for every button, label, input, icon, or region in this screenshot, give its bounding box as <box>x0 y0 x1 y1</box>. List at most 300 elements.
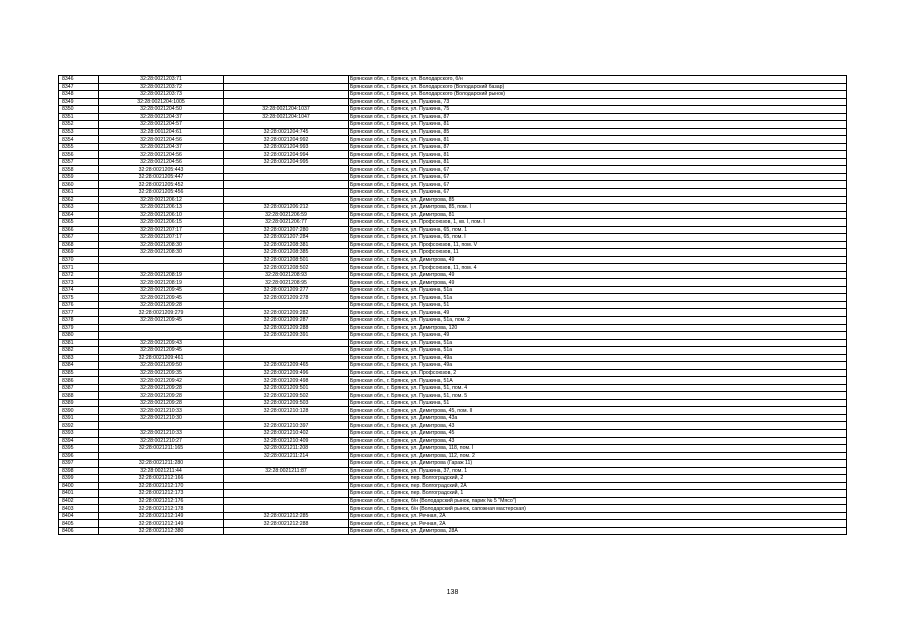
building-cadastral-number-cell <box>224 475 349 483</box>
address-cell: Брянская обл., г. Брянск, ул. Пушкина, 49а <box>349 354 847 362</box>
building-cadastral-number-cell: 32:28:0021210:409 <box>224 437 349 445</box>
table-row <box>59 279 847 287</box>
address-cell: Брянская обл., г. Брянск, ул. Димитрова, 120 <box>349 324 847 332</box>
table-row <box>59 204 847 212</box>
table-row <box>59 219 847 227</box>
row-number-cell: 8399 <box>59 475 99 483</box>
building-cadastral-number-cell <box>224 490 349 498</box>
building-cadastral-number-cell: 32:28:0021208:381 <box>224 241 349 249</box>
row-number-cell: 8381 <box>59 339 99 347</box>
row-number-cell: 8355 <box>59 143 99 151</box>
table-row <box>59 377 847 385</box>
land-cadastral-number-cell: 32:28:0021209:28 <box>99 392 224 400</box>
table-row <box>59 347 847 355</box>
address-cell: Брянская обл., г. Брянск, ул. Пушкина, 87 <box>349 143 847 151</box>
land-cadastral-number-cell: 32:28:0021205:456 <box>99 188 224 196</box>
building-cadastral-number-cell: 32:28:0021204:1047 <box>224 113 349 121</box>
building-cadastral-number-cell <box>224 482 349 490</box>
land-cadastral-number-cell: 32:28:0021211:44 <box>99 467 224 475</box>
table-row <box>59 98 847 106</box>
land-cadastral-number-cell: 32:28:0021209:45 <box>99 317 224 325</box>
address-cell: Брянская обл., г. Брянск, ул. Димитрова, 45, пом. II <box>349 407 847 415</box>
table-row <box>59 407 847 415</box>
table-row <box>59 241 847 249</box>
land-cadastral-number-cell: 32:28:0021210:33 <box>99 407 224 415</box>
table-row <box>59 429 847 437</box>
address-cell: Брянская обл., г. Брянск, ул. Димитрова, 49 <box>349 279 847 287</box>
table-row <box>59 505 847 513</box>
land-cadastral-number-cell: 32:28:0021211:165 <box>99 445 224 453</box>
address-cell: Брянская обл., г. Брянск, ул. Димитрова, 112, пом. 2 <box>349 452 847 460</box>
table-row <box>59 294 847 302</box>
land-cadastral-number-cell: 32:28:0021209:28 <box>99 301 224 309</box>
address-cell: Брянская обл., г. Брянск, б/н (Володарский рынок, парик № 5 "Мясо") <box>349 497 847 505</box>
address-cell: Брянская обл., г. Брянск, ул. Пушкина, 51а <box>349 347 847 355</box>
row-number-cell: 8353 <box>59 128 99 136</box>
land-cadastral-number-cell: 32:28:0021212:170 <box>99 482 224 490</box>
land-cadastral-number-cell: 32:28:0021203:73 <box>99 91 224 99</box>
land-cadastral-number-cell: 32:28:0021212:173 <box>99 490 224 498</box>
land-cadastral-number-cell: 32:28:0021209:50 <box>99 362 224 370</box>
row-number-cell: 8352 <box>59 121 99 129</box>
row-number-cell: 8374 <box>59 286 99 294</box>
address-cell: Брянская обл., г. Брянск, ул. Пушкина, 67 <box>349 181 847 189</box>
address-cell: Брянская обл., г. Брянск, ул. Димитрова, 43 <box>349 422 847 430</box>
row-number-cell: 8362 <box>59 196 99 204</box>
building-cadastral-number-cell <box>224 121 349 129</box>
table-row <box>59 467 847 475</box>
row-number-cell: 8370 <box>59 256 99 264</box>
land-cadastral-number-cell: 32:28:0021211:280 <box>99 460 224 468</box>
address-cell: Брянская обл., г. Брянск, пер. Волгоградский, 1 <box>349 490 847 498</box>
building-cadastral-number-cell: 32:28:0021211:208 <box>224 445 349 453</box>
table-row <box>59 196 847 204</box>
building-cadastral-number-cell: 32:28:0021204:994 <box>224 151 349 159</box>
row-number-cell: 8358 <box>59 166 99 174</box>
land-cadastral-number-cell: 32:28:0021204:56 <box>99 158 224 166</box>
row-number-cell: 8363 <box>59 204 99 212</box>
row-number-cell: 8385 <box>59 369 99 377</box>
table-row <box>59 181 847 189</box>
row-number-cell: 8359 <box>59 173 99 181</box>
table-row <box>59 475 847 483</box>
address-cell: Брянская обл., г. Брянск, ул. Димитрова, 85, пом. I <box>349 204 847 212</box>
land-cadastral-number-cell: 32:28:0021206:10 <box>99 211 224 219</box>
row-number-cell: 8364 <box>59 211 99 219</box>
land-cadastral-number-cell <box>99 452 224 460</box>
land-cadastral-number-cell: 32:28:0021206:13 <box>99 204 224 212</box>
row-number-cell: 8391 <box>59 414 99 422</box>
address-cell: Брянская обл., г. Брянск, ул. Володарского, б/н <box>349 76 847 84</box>
land-cadastral-number-cell: 32:28:0021206:12 <box>99 196 224 204</box>
building-cadastral-number-cell <box>224 166 349 174</box>
address-cell: Брянская обл., г. Брянск, ул. Пушкина, 67 <box>349 173 847 181</box>
building-cadastral-number-cell: 32:28:0021209:496 <box>224 369 349 377</box>
address-cell: Брянская обл., г. Брянск, ул. Речная, 2А <box>349 512 847 520</box>
building-cadastral-number-cell: 32:28:0021209:498 <box>224 377 349 385</box>
address-cell: Брянская обл., г. Брянск, ул. Пушкина, 65, пом. I <box>349 234 847 242</box>
table-row <box>59 143 847 151</box>
address-cell: Брянская обл., г. Брянск, ул. Пушкина, 73 <box>349 98 847 106</box>
building-cadastral-number-cell <box>224 91 349 99</box>
building-cadastral-number-cell <box>224 347 349 355</box>
row-number-cell: 8351 <box>59 113 99 121</box>
building-cadastral-number-cell <box>224 354 349 362</box>
land-cadastral-number-cell: 32:28:0021212:178 <box>99 505 224 513</box>
land-cadastral-number-cell: 32:28:0021204:37 <box>99 143 224 151</box>
building-cadastral-number-cell <box>224 83 349 91</box>
row-number-cell: 8382 <box>59 347 99 355</box>
row-number-cell: 8389 <box>59 399 99 407</box>
land-cadastral-number-cell: 32:28:0021210:27 <box>99 437 224 445</box>
table-row <box>59 369 847 377</box>
building-cadastral-number-cell: 32:28:0021209:287 <box>224 317 349 325</box>
table-row <box>59 497 847 505</box>
land-cadastral-number-cell: 32:28:0021205:447 <box>99 173 224 181</box>
row-number-cell: 8347 <box>59 83 99 91</box>
building-cadastral-number-cell <box>224 505 349 513</box>
building-cadastral-number-cell: 32:28:0021209:503 <box>224 399 349 407</box>
table-row <box>59 332 847 340</box>
cadastral-register-table <box>58 75 847 535</box>
building-cadastral-number-cell: 32:28:0021212:288 <box>224 520 349 528</box>
table-row <box>59 384 847 392</box>
address-cell: Брянская обл., г. Брянск, ул. Пушкина, 65, пом. 1 <box>349 226 847 234</box>
row-number-cell: 8403 <box>59 505 99 513</box>
building-cadastral-number-cell: 32:28:0021211:214 <box>224 452 349 460</box>
table-row <box>59 301 847 309</box>
row-number-cell: 8361 <box>59 188 99 196</box>
land-cadastral-number-cell <box>99 264 224 272</box>
building-cadastral-number-cell: 32:28:0021209:282 <box>224 309 349 317</box>
row-number-cell: 8368 <box>59 241 99 249</box>
land-cadastral-number-cell: 32:28:0011204:61 <box>99 128 224 136</box>
table-row <box>59 158 847 166</box>
building-cadastral-number-cell: 32:28:0021204:745 <box>224 128 349 136</box>
address-cell: Брянская обл., г. Брянск, ул. Пушкина, 51а, пом. 2 <box>349 317 847 325</box>
land-cadastral-number-cell: 32:28:0021204:1005 <box>99 98 224 106</box>
land-cadastral-number-cell: 32:28:0021206:15 <box>99 219 224 227</box>
building-cadastral-number-cell: 32:28:0021208:385 <box>224 249 349 257</box>
row-number-cell: 8388 <box>59 392 99 400</box>
address-cell: Брянская обл., г. Брянск, ул. Речная, 2А <box>349 520 847 528</box>
address-cell: Брянская обл., г. Брянск, ул. Пушкина, 51, пом. 4 <box>349 384 847 392</box>
land-cadastral-number-cell: 32:28:0021208:19 <box>99 279 224 287</box>
table-row <box>59 188 847 196</box>
address-cell: Брянская обл., г. Брянск, ул. Профсоюзов, 2 <box>349 369 847 377</box>
row-number-cell: 8405 <box>59 520 99 528</box>
row-number-cell: 8402 <box>59 497 99 505</box>
land-cadastral-number-cell: 32:28:0021209:45 <box>99 286 224 294</box>
row-number-cell: 8394 <box>59 437 99 445</box>
land-cadastral-number-cell: 32:28:0021208:30 <box>99 241 224 249</box>
land-cadastral-number-cell: 32:28:0021209:461 <box>99 354 224 362</box>
address-cell: Брянская обл., г. Брянск, ул. Пушкина, 51А <box>349 377 847 385</box>
address-cell: Брянская обл., г. Брянск, ул. Димитрова, 28А <box>349 527 847 535</box>
land-cadastral-number-cell: 32:28:0021209:45 <box>99 347 224 355</box>
building-cadastral-number-cell: 32:28:0021206:59 <box>224 211 349 219</box>
building-cadastral-number-cell: 32:28:0021209:465 <box>224 362 349 370</box>
address-cell: Брянская обл., г. Брянск, ул. Димитрова (Гараж 11) <box>349 460 847 468</box>
row-number-cell: 8383 <box>59 354 99 362</box>
building-cadastral-number-cell: 32:28:0021208:501 <box>224 256 349 264</box>
land-cadastral-number-cell: 32:28:0021209:28 <box>99 384 224 392</box>
address-cell: Брянская обл., г. Брянск, ул. Димитрова, 85 <box>349 196 847 204</box>
land-cadastral-number-cell: 32:28:0021212:176 <box>99 497 224 505</box>
row-number-cell: 8398 <box>59 467 99 475</box>
building-cadastral-number-cell: 32:28:0021212:285 <box>224 512 349 520</box>
row-number-cell: 8366 <box>59 226 99 234</box>
building-cadastral-number-cell <box>224 301 349 309</box>
address-cell: Брянская обл., г. Брянск, ул. Пушкина, 51, пом. 5 <box>349 392 847 400</box>
building-cadastral-number-cell: 32:28:0021204:993 <box>224 143 349 151</box>
building-cadastral-number-cell: 32:28:0021211:87 <box>224 467 349 475</box>
address-cell: Брянская обл., г. Брянск, ул. Пушкина, 49а <box>349 362 847 370</box>
row-number-cell: 8395 <box>59 445 99 453</box>
table-row <box>59 256 847 264</box>
land-cadastral-number-cell: 32:28:0021207:17 <box>99 234 224 242</box>
address-cell: Брянская обл., г. Брянск, ул. Пушкина, 81 <box>349 151 847 159</box>
row-number-cell: 8367 <box>59 234 99 242</box>
land-cadastral-number-cell: 32:28:0021204:50 <box>99 106 224 114</box>
building-cadastral-number-cell <box>224 196 349 204</box>
land-cadastral-number-cell: 32:28:0021209:45 <box>99 294 224 302</box>
address-cell: Брянская обл., г. Брянск, ул. Пушкина, 51а <box>349 286 847 294</box>
building-cadastral-number-cell <box>224 181 349 189</box>
row-number-cell: 8365 <box>59 219 99 227</box>
table-row <box>59 482 847 490</box>
row-number-cell: 8404 <box>59 512 99 520</box>
row-number-cell: 8349 <box>59 98 99 106</box>
row-number-cell: 8346 <box>59 76 99 84</box>
land-cadastral-number-cell: 32:28:0021207:17 <box>99 226 224 234</box>
table-row <box>59 234 847 242</box>
building-cadastral-number-cell <box>224 339 349 347</box>
address-cell: Брянская обл., г. Брянск, ул. Пушкина, 85 <box>349 128 847 136</box>
building-cadastral-number-cell: 32:28:0021208:95 <box>224 279 349 287</box>
land-cadastral-number-cell: 32:28:0021209:43 <box>99 339 224 347</box>
address-cell: Брянская обл., г. Брянск, ул. Пушкина, 75 <box>349 106 847 114</box>
address-cell: Брянская обл., г. Брянск, ул. Пушкина, 81 <box>349 121 847 129</box>
table-body <box>59 76 847 535</box>
address-cell: Брянская обл., г. Брянск, ул. Пушкина, 67 <box>349 188 847 196</box>
address-cell: Брянская обл., г. Брянск, ул. Димитрова, 43а <box>349 414 847 422</box>
address-cell: Брянская обл., г. Брянск, ул. Пушкина, 87 <box>349 113 847 121</box>
land-cadastral-number-cell: 32:28:0021205:452 <box>99 181 224 189</box>
land-cadastral-number-cell: 32:28:0021204:57 <box>99 121 224 129</box>
row-number-cell: 8371 <box>59 264 99 272</box>
row-number-cell: 8354 <box>59 136 99 144</box>
building-cadastral-number-cell: 32:28:0021206:212 <box>224 204 349 212</box>
address-cell: Брянская обл., г. Брянск, ул. Пушкина, 51а <box>349 339 847 347</box>
building-cadastral-number-cell <box>224 414 349 422</box>
row-number-cell: 8390 <box>59 407 99 415</box>
table-row <box>59 392 847 400</box>
row-number-cell: 8372 <box>59 271 99 279</box>
land-cadastral-number-cell: 32:28:0021212:149 <box>99 520 224 528</box>
building-cadastral-number-cell: 32:28:0021206:77 <box>224 219 349 227</box>
row-number-cell: 8350 <box>59 106 99 114</box>
building-cadastral-number-cell <box>224 188 349 196</box>
building-cadastral-number-cell: 32:28:0021209:277 <box>224 286 349 294</box>
building-cadastral-number-cell: 32:28:0021210:128 <box>224 407 349 415</box>
row-number-cell: 8376 <box>59 301 99 309</box>
land-cadastral-number-cell: 32:28:0021210:33 <box>99 429 224 437</box>
land-cadastral-number-cell: 32:28:0021204:56 <box>99 151 224 159</box>
address-cell: Брянская обл., г. Брянск, ул. Димитрова, 45 <box>349 429 847 437</box>
building-cadastral-number-cell: 32:28:0021207:284 <box>224 234 349 242</box>
building-cadastral-number-cell <box>224 76 349 84</box>
table-row <box>59 249 847 257</box>
building-cadastral-number-cell <box>224 527 349 535</box>
table-row <box>59 324 847 332</box>
land-cadastral-number-cell: 32:28:0021209:28 <box>99 399 224 407</box>
building-cadastral-number-cell: 32:28:0021204:995 <box>224 158 349 166</box>
table-row <box>59 173 847 181</box>
building-cadastral-number-cell <box>224 497 349 505</box>
address-cell: Брянская обл., г. Брянск, б/н (Володарский рынок, сапожная мастерская) <box>349 505 847 513</box>
row-number-cell: 8356 <box>59 151 99 159</box>
row-number-cell: 8393 <box>59 429 99 437</box>
address-cell: Брянская обл., г. Брянск, ул. Пушкина, 51 <box>349 301 847 309</box>
table-row <box>59 166 847 174</box>
land-cadastral-number-cell: 32:28:0021205:443 <box>99 166 224 174</box>
row-number-cell: 8375 <box>59 294 99 302</box>
address-cell: Брянская обл., г. Брянск, ул. Димитрова, 81 <box>349 211 847 219</box>
address-cell: Брянская обл., г. Брянск, ул. Профсоюзов, 11, пом. V <box>349 241 847 249</box>
building-cadastral-number-cell: 32:28:0021204:992 <box>224 136 349 144</box>
table-row <box>59 91 847 99</box>
building-cadastral-number-cell: 32:28:0021209:278 <box>224 294 349 302</box>
land-cadastral-number-cell: 32:28:0021203:71 <box>99 76 224 84</box>
address-cell: Брянская обл., г. Брянск, ул. Профсоюзов, 11, пом. 4 <box>349 264 847 272</box>
building-cadastral-number-cell: 32:28:0021209:391 <box>224 332 349 340</box>
address-cell: Брянская обл., г. Брянск, ул. Димитрова, 43 <box>349 437 847 445</box>
address-cell: Брянская обл., г. Брянск, ул. Профсоюзов, 1, кв. I, пом. I <box>349 219 847 227</box>
address-cell: Брянская обл., г. Брянск, ул. Пушкина, 81 <box>349 158 847 166</box>
table-row <box>59 317 847 325</box>
row-number-cell: 8373 <box>59 279 99 287</box>
table-row <box>59 151 847 159</box>
table-row <box>59 354 847 362</box>
row-number-cell: 8384 <box>59 362 99 370</box>
table-row <box>59 414 847 422</box>
table-row <box>59 121 847 129</box>
table-row <box>59 422 847 430</box>
row-number-cell: 8379 <box>59 324 99 332</box>
building-cadastral-number-cell: 32:28:0021210:402 <box>224 429 349 437</box>
land-cadastral-number-cell: 32:28:0021208:30 <box>99 249 224 257</box>
address-cell: Брянская обл., г. Брянск, ул. Пушкина, 37, пом. 1 <box>349 467 847 475</box>
address-cell: Брянская обл., г. Брянск, ул. Володарского (Володарский базар) <box>349 83 847 91</box>
land-cadastral-number-cell <box>99 324 224 332</box>
table-row <box>59 437 847 445</box>
building-cadastral-number-cell <box>224 98 349 106</box>
row-number-cell: 8348 <box>59 91 99 99</box>
address-cell: Брянская обл., г. Брянск, ул. Димитрова, 49 <box>349 271 847 279</box>
land-cadastral-number-cell: 32:28:0021209:279 <box>99 309 224 317</box>
building-cadastral-number-cell: 32:28:0021208:502 <box>224 264 349 272</box>
land-cadastral-number-cell: 32:28:0021203:72 <box>99 83 224 91</box>
table-row <box>59 211 847 219</box>
table-row <box>59 264 847 272</box>
row-number-cell: 8397 <box>59 460 99 468</box>
address-cell: Брянская обл., г. Брянск, ул. Пушкина, 67 <box>349 166 847 174</box>
table-row <box>59 83 847 91</box>
table-row <box>59 520 847 528</box>
address-cell: Брянская обл., г. Брянск, ул. Пушкина, 49 <box>349 309 847 317</box>
land-cadastral-number-cell <box>99 332 224 340</box>
land-cadastral-number-cell: 32:28:0021204:37 <box>99 113 224 121</box>
building-cadastral-number-cell: 32:28:0021208:93 <box>224 271 349 279</box>
table-row <box>59 136 847 144</box>
land-cadastral-number-cell: 32:28:0021209:42 <box>99 377 224 385</box>
building-cadastral-number-cell: 32:28:0021209:288 <box>224 324 349 332</box>
page-number: 138 <box>446 589 459 596</box>
building-cadastral-number-cell <box>224 460 349 468</box>
building-cadastral-number-cell: 32:28:0021209:502 <box>224 392 349 400</box>
table-row <box>59 399 847 407</box>
address-cell: Брянская обл., г. Брянск, ул. Пушкина, 51а <box>349 294 847 302</box>
row-number-cell: 8400 <box>59 482 99 490</box>
address-cell: Брянская обл., г. Брянск, ул. Димитрова, 49 <box>349 256 847 264</box>
land-cadastral-number-cell: 32:28:0021209:35 <box>99 369 224 377</box>
row-number-cell: 8392 <box>59 422 99 430</box>
land-cadastral-number-cell <box>99 256 224 264</box>
table-row <box>59 460 847 468</box>
row-number-cell: 8396 <box>59 452 99 460</box>
register-table-wrapper <box>58 75 846 535</box>
row-number-cell: 8360 <box>59 181 99 189</box>
land-cadastral-number-cell: 32:28:0021210:30 <box>99 414 224 422</box>
address-cell: Брянская обл., г. Брянск, ул. Пушкина, 81 <box>349 136 847 144</box>
land-cadastral-number-cell <box>99 422 224 430</box>
table-row <box>59 128 847 136</box>
table-row <box>59 527 847 535</box>
row-number-cell: 8386 <box>59 377 99 385</box>
building-cadastral-number-cell <box>224 173 349 181</box>
address-cell: Брянская обл., г. Брянск, ул. Пушкина, 51 <box>349 399 847 407</box>
row-number-cell: 8369 <box>59 249 99 257</box>
address-cell: Брянская обл., г. Брянск, ул. Пушкина, 49 <box>349 332 847 340</box>
land-cadastral-number-cell: 32:28:0021212:380 <box>99 527 224 535</box>
table-row <box>59 106 847 114</box>
table-row <box>59 339 847 347</box>
table-row <box>59 226 847 234</box>
building-cadastral-number-cell: 32:28:0021209:501 <box>224 384 349 392</box>
address-cell: Брянская обл., г. Брянск, ул. Димитрова, 118, пом. I <box>349 445 847 453</box>
table-row <box>59 490 847 498</box>
row-number-cell: 8357 <box>59 158 99 166</box>
address-cell: Брянская обл., г. Брянск, ул. Володарского (Володарский рынок) <box>349 91 847 99</box>
table-row <box>59 113 847 121</box>
table-row <box>59 309 847 317</box>
row-number-cell: 8378 <box>59 317 99 325</box>
table-row <box>59 362 847 370</box>
row-number-cell: 8377 <box>59 309 99 317</box>
land-cadastral-number-cell: 32:28:0021212:149 <box>99 512 224 520</box>
building-cadastral-number-cell: 32:28:0021204:1037 <box>224 106 349 114</box>
table-row <box>59 445 847 453</box>
address-cell: Брянская обл., г. Брянск, ул. Профсоюзов, 11 <box>349 249 847 257</box>
row-number-cell: 8380 <box>59 332 99 340</box>
address-cell: Брянская обл., г. Брянск, пер. Волгоградский, 2 <box>349 475 847 483</box>
row-number-cell: 8387 <box>59 384 99 392</box>
land-cadastral-number-cell: 32:28:0021212:166 <box>99 475 224 483</box>
table-row <box>59 286 847 294</box>
address-cell: Брянская обл., г. Брянск, пер. Волгоградский, 2А <box>349 482 847 490</box>
building-cadastral-number-cell: 32:28:0021207:280 <box>224 226 349 234</box>
